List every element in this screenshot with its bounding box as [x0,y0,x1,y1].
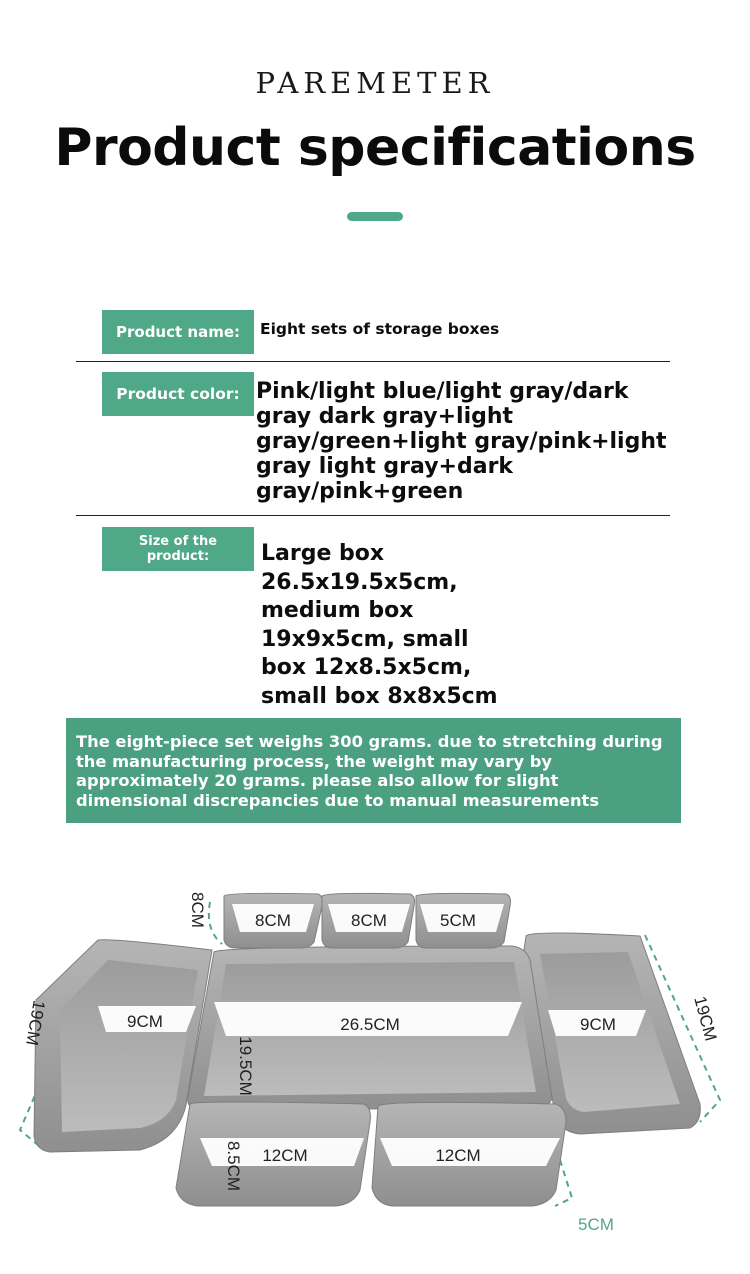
spec-label-product-name: Product name: [102,310,254,354]
dim-label-bottom-box-2: 12CM [435,1146,481,1165]
spec-value-product-color [256,379,667,504]
size-line: box 12x8.5x5cm, [261,655,472,681]
dim-label-small-depth: 8CM [188,892,207,928]
size-line: small box 8x8x5cm [261,683,498,709]
color-line: gray/green+light gray/pink+light [256,429,667,454]
color-line: gray light gray+dark [256,454,514,479]
dim-label-left-width: 9CM [127,1012,163,1031]
dim-label-bottom-depth: 8.5CM [224,1140,243,1192]
dim-label-large-length: 26.5CM [340,1015,400,1034]
spec-divider [76,515,670,516]
dim-label-right-width: 9CM [580,1015,616,1034]
dim-label-height: 5CM [578,1215,614,1234]
spec-label-size [102,527,254,571]
dim-label-top-box-1: 8CM [255,911,291,930]
dim-label-bottom-box-1: 12CM [262,1146,308,1165]
size-line: 19x9x5cm, small [261,626,469,652]
dim-label-right-length: 19CM [690,994,721,1043]
weight-note [66,718,681,823]
note-line: approximately 20 grams. please also allow for slight [76,771,559,790]
size-line: 26.5x19.5x5cm, [261,569,458,595]
box-left-long [34,940,212,1152]
dim-guide-top-small [209,902,222,944]
spec-label-product-color: Product color: [102,372,254,416]
size-line: medium box [261,598,414,624]
spec-value-size [261,540,498,712]
color-line: gray dark gray+light [256,404,514,429]
note-line: dimensional discrepancies due to manual measurements [76,790,600,810]
spec-value-product-name: Eight sets of storage boxes [260,320,500,338]
dim-label-left-length: 19CM [22,998,49,1047]
dim-label-top-box-3: 5CM [440,911,476,930]
size-label-line: Size of the [138,534,218,549]
storage-box-diagram [0,860,750,1274]
page-title: Product specifications [54,118,696,178]
color-line: Pink/light blue/light gray/dark [256,379,629,404]
note-line: The eight-piece set weighs 300 grams. due to stretching during [76,732,663,751]
spec-divider [76,361,670,362]
dim-label-top-box-2: 8CM [351,911,387,930]
dim-label-large-width: 19.5CM [236,1036,255,1096]
size-label-line: product: [146,549,210,564]
title-accent-bar [347,212,403,221]
color-line: gray/pink+green [256,479,464,504]
size-line: Large box [261,541,385,566]
note-line: the manufacturing process, the weight may vary by [76,751,552,771]
section-eyebrow: PAREMETER [255,66,495,100]
